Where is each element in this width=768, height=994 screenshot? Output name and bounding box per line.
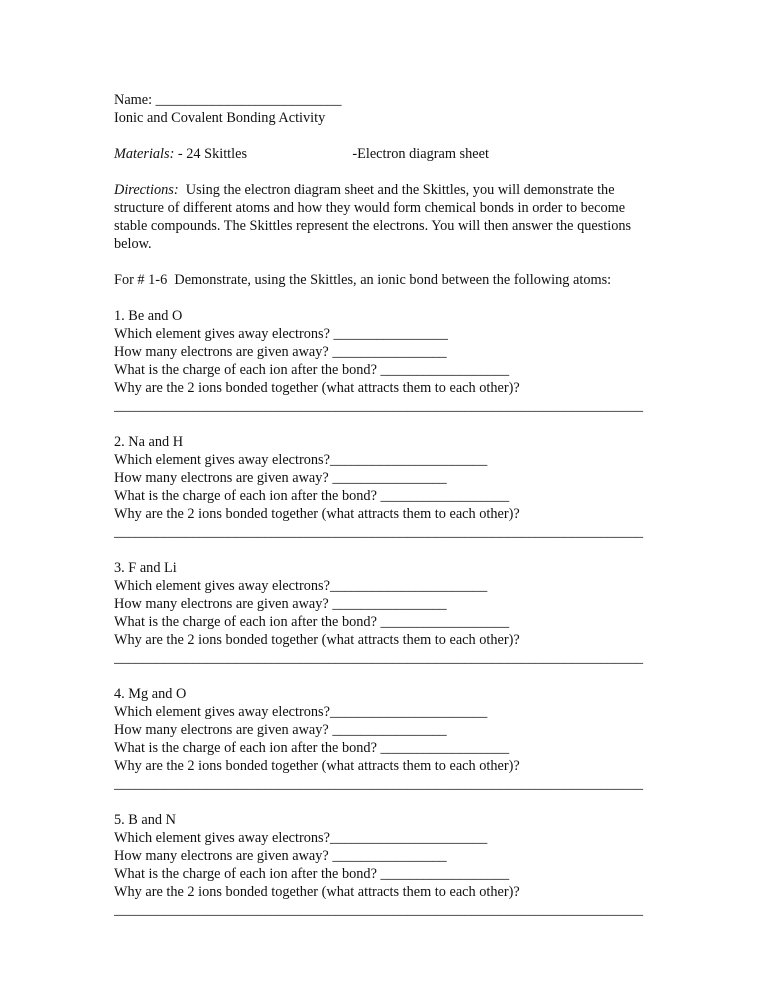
question-heading: 5. B and N [114, 812, 176, 828]
answer-line: __________________________________________________________________________ [114, 776, 643, 792]
question-charge: What is the charge of each ion after the bond? __________________ [114, 488, 510, 504]
question-block-5 [114, 811, 674, 919]
materials-item-diagram-sheet: -Electron diagram sheet [352, 146, 489, 162]
question-why-bonded: Why are the 2 ions bonded together (what attracts them to each other)? [114, 380, 520, 396]
spacer [114, 793, 674, 811]
name-line: Name: __________________________ [114, 92, 342, 108]
spacer [114, 541, 674, 559]
answer-line: __________________________________________________________________________ [114, 650, 643, 666]
question-why-bonded: Why are the 2 ions bonded together (what attracts them to each other)? [114, 632, 520, 648]
question-gives-away: Which element gives away electrons?______________________ [114, 452, 488, 468]
question-block-3 [114, 559, 674, 667]
question-how-many: How many electrons are given away? ________________ [114, 470, 447, 486]
question-charge: What is the charge of each ion after the bond? __________________ [114, 740, 510, 756]
worksheet-title: Ionic and Covalent Bonding Activity [114, 110, 326, 126]
question-heading: 2. Na and H [114, 434, 184, 450]
directions-paragraph [114, 181, 659, 253]
answer-line: __________________________________________________________________________ [114, 398, 643, 414]
question-why-bonded: Why are the 2 ions bonded together (what attracts them to each other)? [114, 884, 520, 900]
spacer [114, 415, 674, 433]
question-why-bonded: Why are the 2 ions bonded together (what attracts them to each other)? [114, 506, 520, 522]
question-block-2 [114, 433, 674, 541]
spacer [114, 127, 674, 145]
question-gives-away: Which element gives away electrons?______________________ [114, 578, 488, 594]
question-why-bonded: Why are the 2 ions bonded together (what attracts them to each other)? [114, 758, 520, 774]
question-gives-away: Which element gives away electrons?______________________ [114, 704, 488, 720]
spacer [114, 163, 674, 181]
question-how-many: How many electrons are given away? ________________ [114, 344, 447, 360]
question-block-4 [114, 685, 674, 793]
spacer [114, 253, 674, 271]
spacer [114, 667, 674, 685]
worksheet-page [114, 91, 674, 919]
answer-line: __________________________________________________________________________ [114, 524, 643, 540]
question-heading: 3. F and Li [114, 560, 177, 576]
question-gives-away: Which element gives away electrons?______________________ [114, 830, 488, 846]
materials-line [114, 145, 674, 163]
question-charge: What is the charge of each ion after the bond? __________________ [114, 614, 510, 630]
directions-label: Directions: [114, 182, 179, 198]
question-how-many: How many electrons are given away? ________________ [114, 848, 447, 864]
question-charge: What is the charge of each ion after the bond? __________________ [114, 866, 510, 882]
instruction-line: For # 1-6 Demonstrate, using the Skittles, an ionic bond between the following atoms: [114, 272, 612, 288]
question-gives-away: Which element gives away electrons? ________________ [114, 326, 448, 342]
question-heading: 4. Mg and O [114, 686, 187, 702]
directions-text: Using the electron diagram sheet and the Skittles, you will demonstrate the structure of different atoms and how they would form chemical bonds in order to become stable compounds. The Skittles represent the electrons. You will then answer the questions below. [114, 182, 632, 252]
materials-item-skittles: - 24 Skittles [174, 146, 248, 162]
question-block-1 [114, 307, 674, 415]
question-how-many: How many electrons are given away? ________________ [114, 596, 447, 612]
question-charge: What is the charge of each ion after the bond? __________________ [114, 362, 510, 378]
question-how-many: How many electrons are given away? ________________ [114, 722, 447, 738]
materials-label: Materials: [114, 146, 175, 162]
question-heading: 1. Be and O [114, 308, 183, 324]
answer-line: __________________________________________________________________________ [114, 902, 643, 918]
spacer [114, 289, 674, 307]
